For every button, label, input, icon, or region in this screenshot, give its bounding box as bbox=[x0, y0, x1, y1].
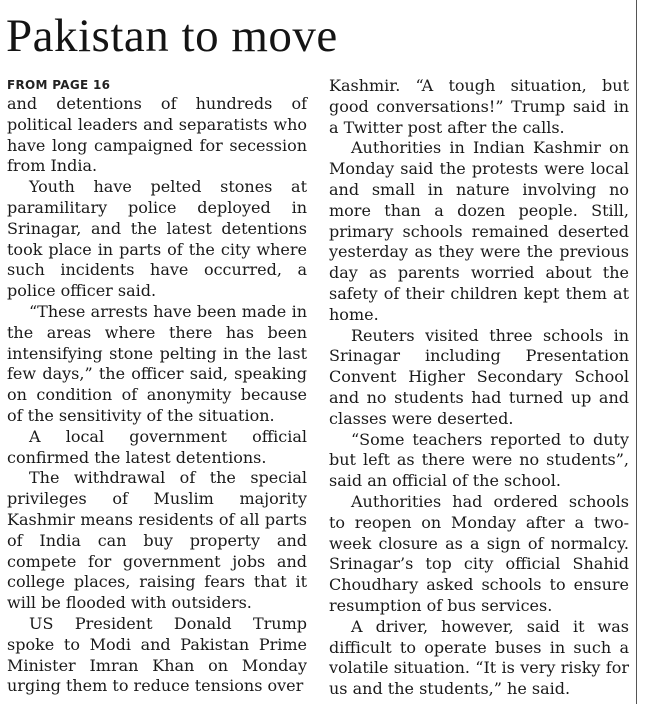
paragraph: Youth have pelted stones at paramilitary police deployed in Srinagar, and the latest detentions took place in parts of the city where such incidents have occurred, a police officer said. bbox=[7, 177, 307, 301]
paragraph: Authorities in Indian Kashmir on Monday said the protests were local and small in nature involving no more than a dozen people. Still, primary schools remained deserted yesterday as they were the previous day as parents worried about the safety of their children kept them at home. bbox=[329, 138, 629, 324]
continuation-label: FROM PAGE 16 bbox=[7, 78, 111, 92]
column-rule bbox=[636, 0, 637, 704]
right-column bbox=[329, 76, 629, 700]
paragraph: Kashmir. “A tough situation, but good conversations!” Trump said in a Twitter post after the calls. bbox=[329, 76, 629, 137]
paragraph: The withdrawal of the special privileges of Muslim majority Kashmir means residents of all parts of India can buy property and compete for government jobs and college places, raising fears that it will be flooded with outsiders. bbox=[7, 468, 307, 613]
left-column bbox=[7, 76, 307, 697]
paragraph: and detentions of hundreds of political leaders and separatists who have long campaigned for secession from India. bbox=[7, 94, 307, 176]
paragraph: “These arrests have been made in the areas where there has been intensifying stone pelting in the last few days,” the officer said, speaking on condition of anonymity because of the sensitivity of the situation. bbox=[7, 301, 307, 425]
paragraph: Authorities had ordered schools to reopen on Monday after a two-week closure as a sign of normalcy. Srinagar’s top city official Shahid Choudhary asked schools to ensure resumption of bus services. bbox=[329, 491, 629, 615]
paragraph: A local government official confirmed the latest detentions. bbox=[7, 426, 307, 467]
paragraph: A driver, however, said it was difficult to operate buses in such a volatile situation. “It is very risky for us and the students,” he said. bbox=[329, 616, 629, 699]
headline: Pakistan to move bbox=[6, 10, 338, 62]
paragraph: Reuters visited three schools in Srinagar including Presentation Convent Higher Secondary School and no students had turned up and classes were deserted. bbox=[329, 325, 629, 428]
paragraph: US President Donald Trump spoke to Modi and Pakistan Prime Minister Imran Khan on Monday urging them to reduce tensions over bbox=[7, 613, 307, 696]
paragraph: “Some teachers reported to duty but left as there were no students”, said an official of the school. bbox=[329, 429, 629, 491]
